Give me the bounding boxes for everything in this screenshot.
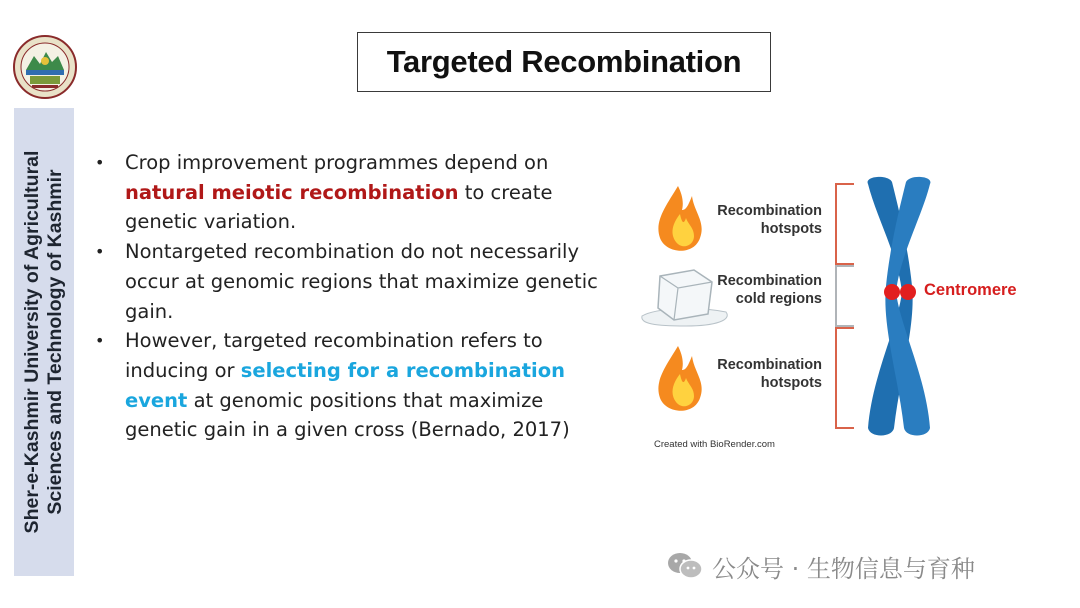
- university-name: [21, 112, 67, 572]
- chromosome: [868, 177, 931, 436]
- centromere-label: Centromere: [924, 281, 1017, 299]
- bullet-list: [95, 148, 615, 445]
- centromere-dot: [900, 284, 916, 300]
- biorender-credit: Created with BioRender.com: [654, 439, 775, 450]
- centromere-dot: [884, 284, 900, 300]
- bullet-dot: •: [95, 331, 105, 351]
- bullet-item: [95, 326, 615, 445]
- watermark-text: 公众号 · 生物信息与育种: [712, 554, 975, 583]
- cold-regions-label: Recombination cold regions: [717, 273, 822, 307]
- bullet-dot: •: [95, 153, 105, 172]
- slide-title: Targeted Recombination: [386, 44, 742, 79]
- title-box: [357, 32, 771, 92]
- hotspots-label-bottom: Recombination hotspots: [717, 357, 822, 391]
- university-name-line-2: Sciences and Technology of Kashmir: [44, 169, 66, 515]
- wechat-icon: [666, 550, 704, 582]
- chromosome-diagram: [636, 166, 1036, 456]
- recombination-figure: [636, 166, 1036, 456]
- hotspots-label-top: Recombination hotspots: [717, 203, 822, 237]
- university-seal-logo: [12, 34, 78, 100]
- bullet-text: to create genetic variation.: [125, 180, 553, 234]
- highlight-blue-text: selecting for a recombination event: [125, 358, 565, 412]
- bullet-dot: •: [95, 242, 105, 262]
- bullet-item: [95, 148, 615, 237]
- highlight-red-text: natural meiotic recombination: [125, 180, 459, 204]
- hotspot-bracket-top: [836, 184, 854, 264]
- bullet-text: Crop improvement programmes depend on: [125, 151, 549, 174]
- fire-icon: [658, 346, 701, 411]
- bullet-text: However, targeted recombination refers to inducing or: [125, 329, 543, 382]
- cold-bracket: [836, 266, 854, 326]
- wechat-watermark: [666, 548, 975, 584]
- bullet-text: at genomic positions that maximize genetic gain in a given cross (Bernado, 2017): [125, 388, 570, 442]
- hotspot-bracket-bottom: [836, 328, 854, 428]
- fire-icon: [658, 186, 701, 251]
- university-name-line-1: Sher-e-Kashmir University of Agricultural: [21, 150, 43, 534]
- bullet-text: Nontargeted recombination do not necessarily occur at genomic regions that maximize genetic gain.: [125, 240, 598, 323]
- bullet-item: [95, 237, 615, 326]
